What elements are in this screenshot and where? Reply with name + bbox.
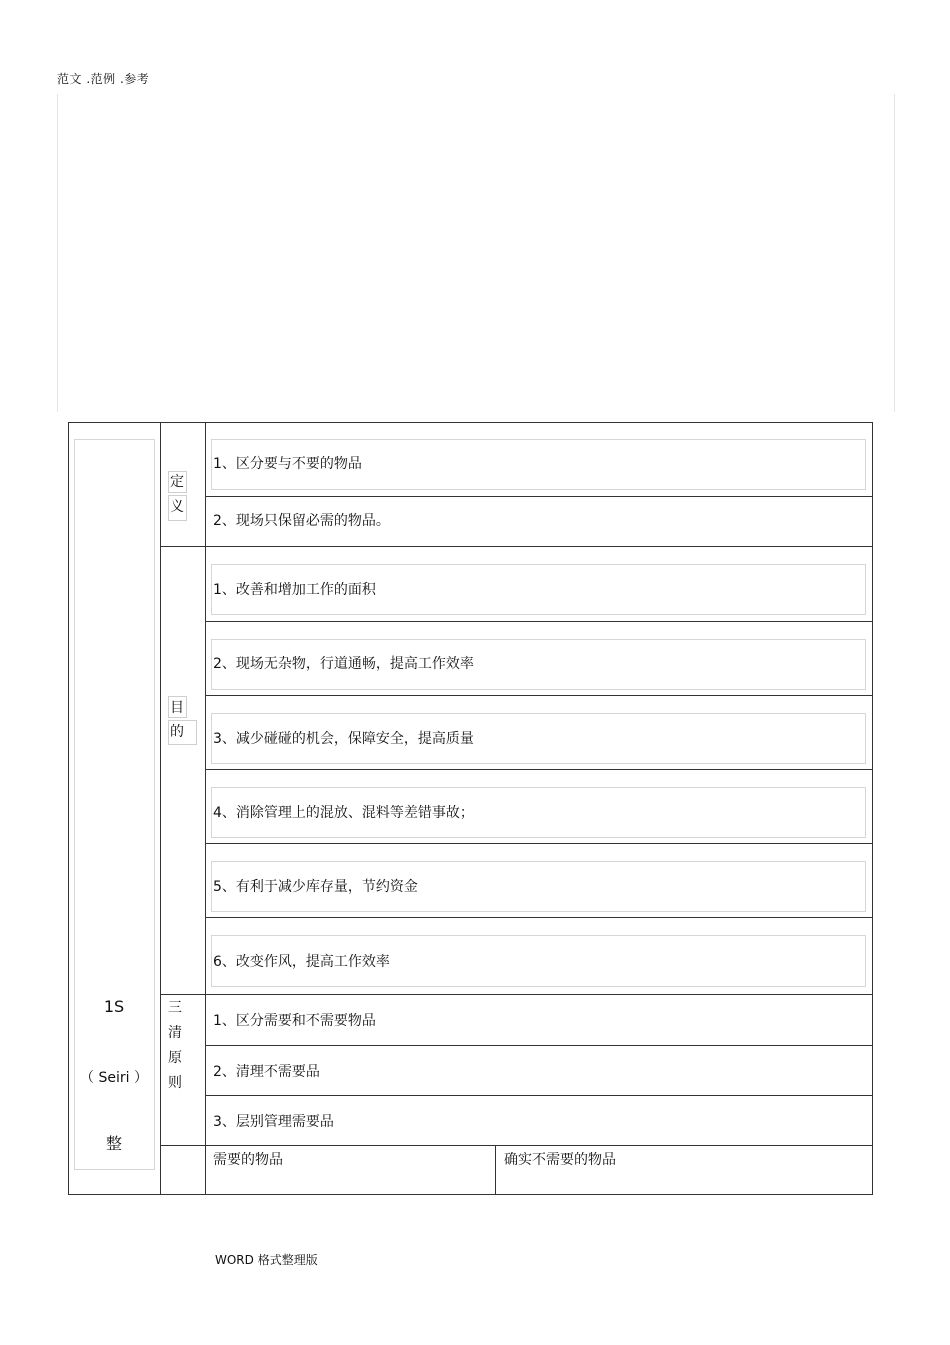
principle-item: 1、区分需要和不需要物品 xyxy=(213,1013,376,1029)
definition-item: 2、现场只保留必需的物品。 xyxy=(213,513,390,529)
purpose-item: 3、减少碰碰的机会，保障安全，提高质量 xyxy=(213,731,474,747)
definition-item: 1、区分要与不要的物品 xyxy=(213,456,362,472)
principle-label-char: 清 xyxy=(168,1025,182,1041)
left-title-line1: 1S xyxy=(103,997,125,1016)
principle-item: 2、清理不需要品 xyxy=(213,1064,320,1080)
purpose-label-char: 的 xyxy=(170,724,184,740)
left-title-box xyxy=(74,439,155,1170)
principle-item: 3、层别管理需要品 xyxy=(213,1114,334,1130)
left-title-line3: 整 xyxy=(105,1134,122,1153)
principle-label-char: 原 xyxy=(168,1050,182,1066)
purpose-item: 2、现场无杂物，行道通畅，提高工作效率 xyxy=(213,656,474,672)
purpose-item: 1、改善和增加工作的面积 xyxy=(213,582,376,598)
page-footer: WORD 格式整理版 xyxy=(215,1253,318,1267)
needed-items-header: 需要的物品 xyxy=(213,1152,283,1168)
purpose-label-char: 目 xyxy=(170,700,184,716)
purpose-item: 6、改变作风，提高工作效率 xyxy=(213,954,390,970)
definition-label-char: 义 xyxy=(170,499,184,515)
definition-label-char: 定 xyxy=(170,474,184,490)
top-blank-frame xyxy=(57,94,895,412)
principle-label-char: 则 xyxy=(168,1075,182,1091)
purpose-item: 5、有利于减少库存量，节约资金 xyxy=(213,879,418,895)
page-header: 范文 .范例 .参考 xyxy=(57,72,150,86)
principle-label-char: 三 xyxy=(168,1000,182,1016)
purpose-item: 4、消除管理上的混放、混料等差错事故； xyxy=(213,805,474,821)
unneeded-items-header: 确实不需要的物品 xyxy=(504,1152,616,1168)
left-title-line2: （ Seiri ） xyxy=(80,1070,148,1086)
